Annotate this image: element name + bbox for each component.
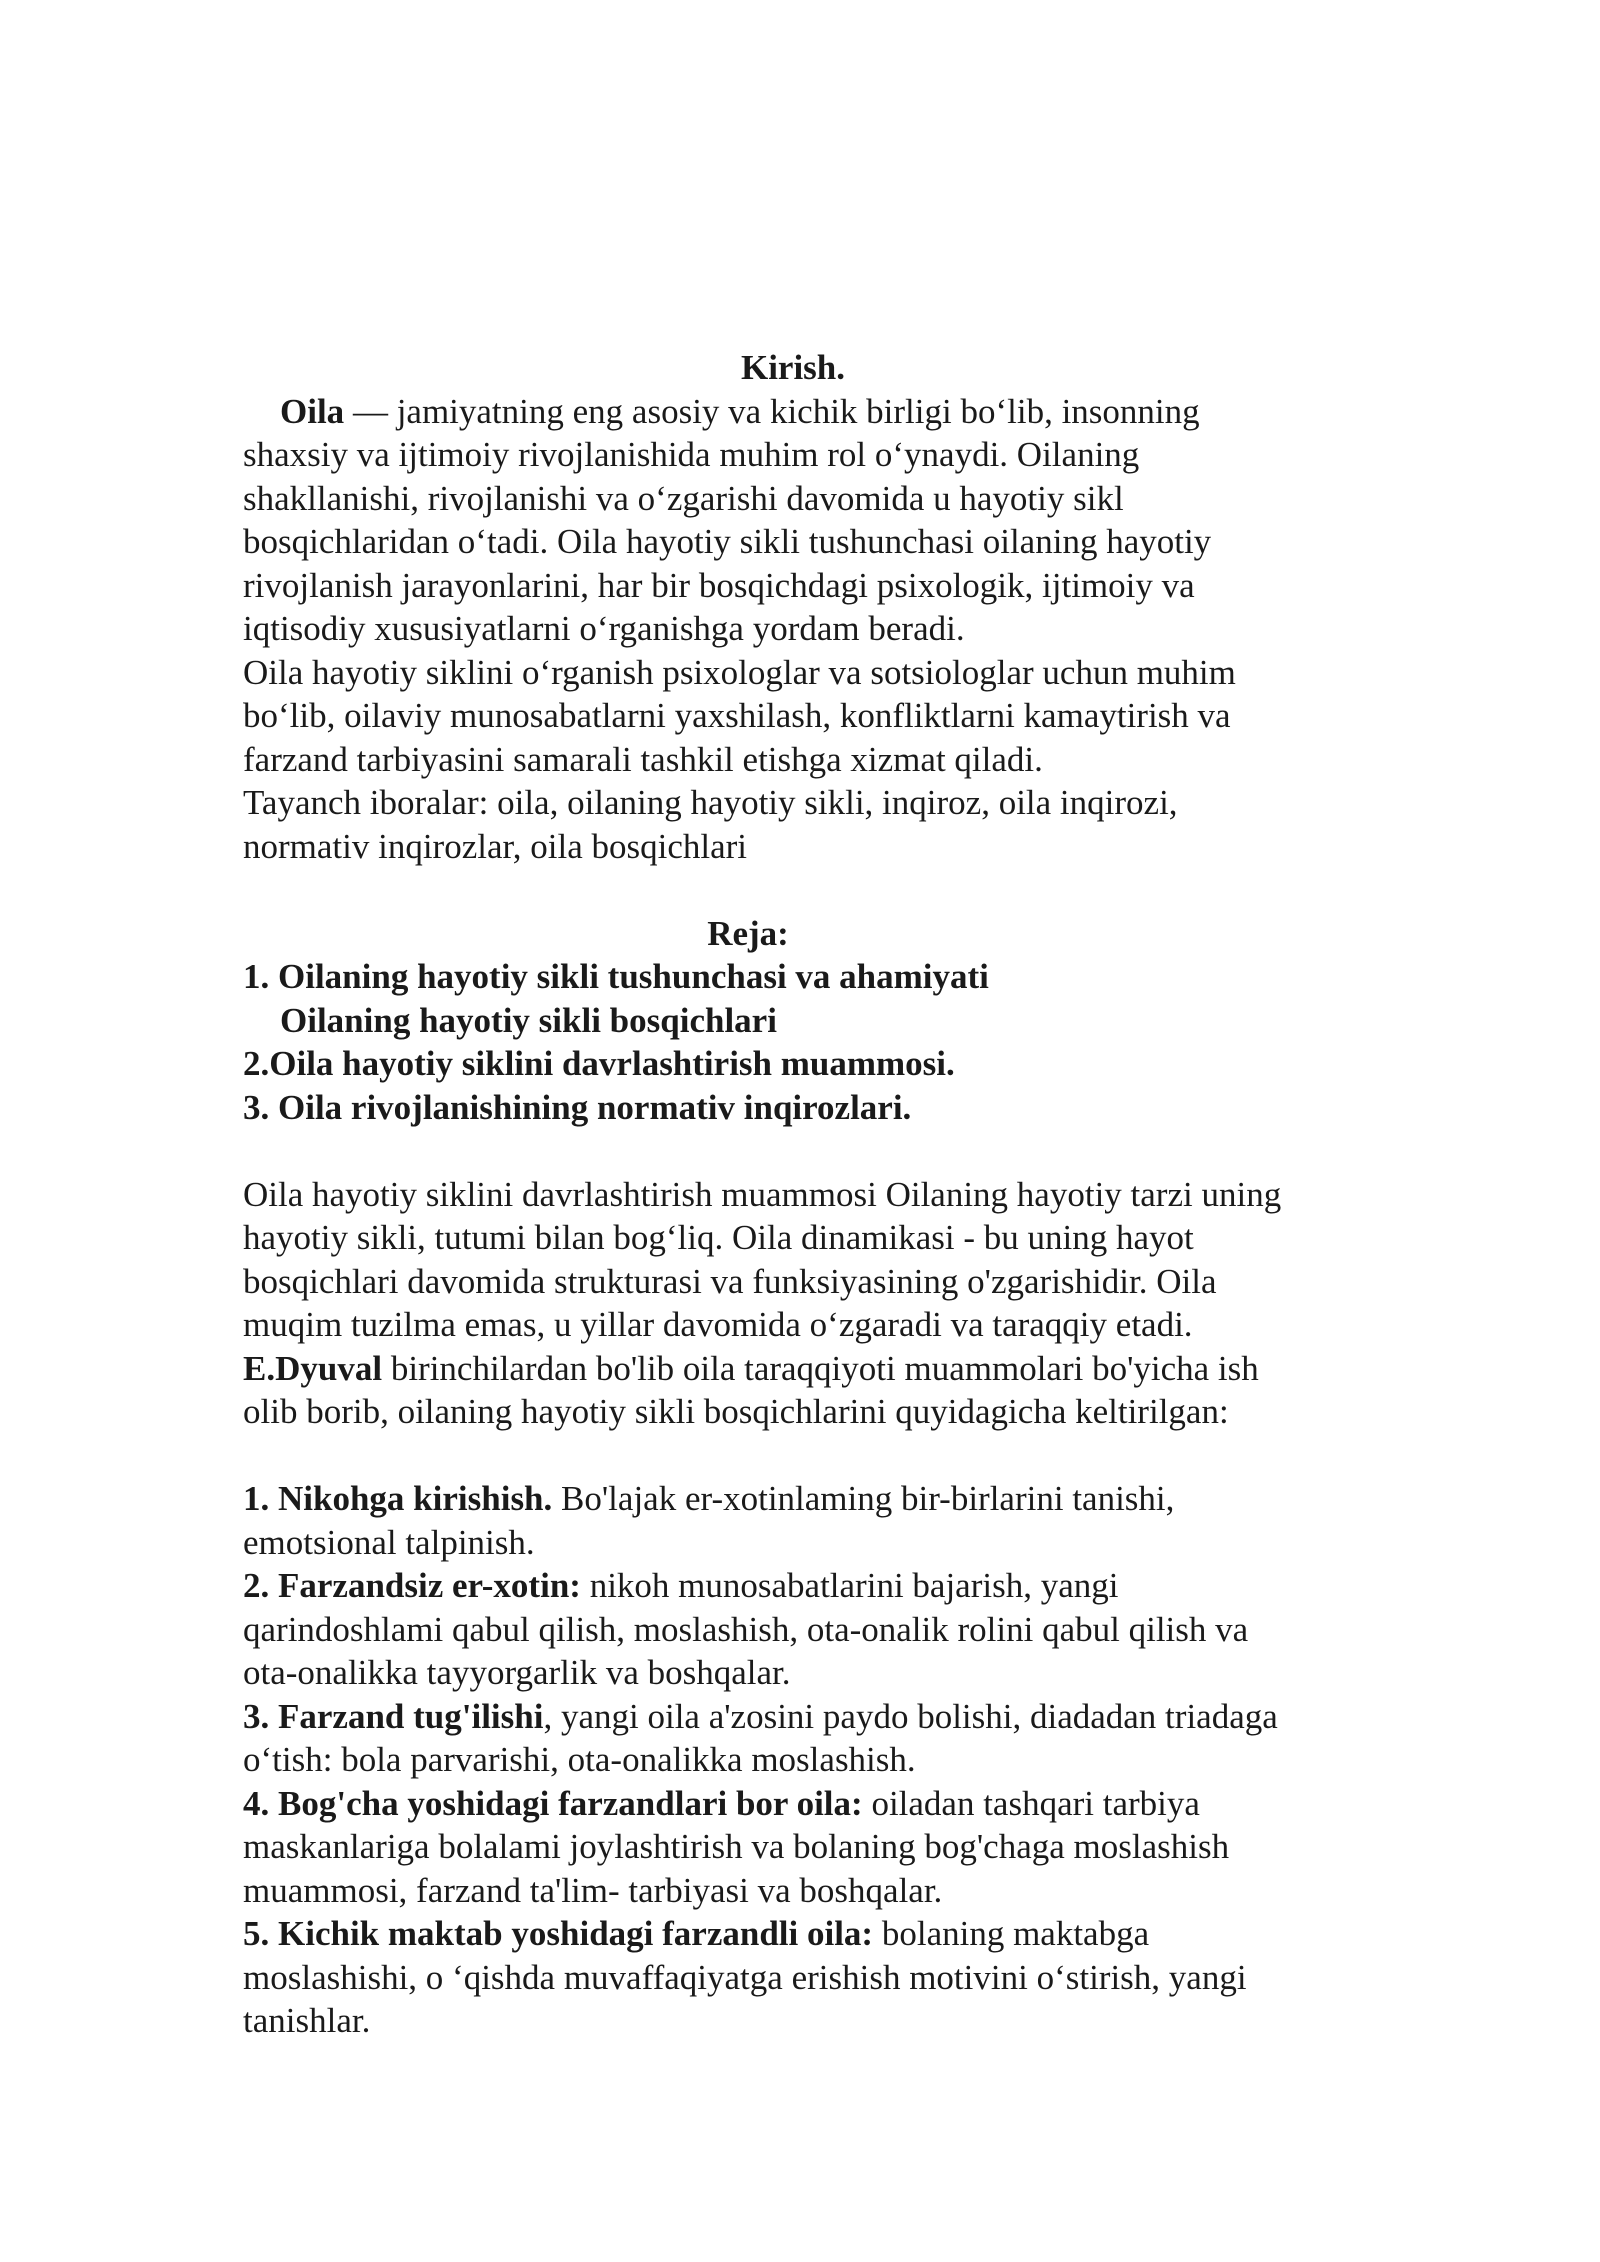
intro-paragraph2-line: bo‘lib, oilaviy munosabatlarni yaxshilash, konfliktlarni kamaytirish va: [243, 696, 1231, 735]
plan-item: 2.Oila hayotiy siklini davrlashtirish muammosi.: [243, 1044, 955, 1083]
intro-term: Oila: [280, 391, 345, 431]
spacer: [243, 868, 1383, 912]
stage-label: 4. Bog'cha yoshidagi farzandlari bor oila:: [243, 1783, 863, 1823]
stage-item: 1. Nikohga kirishish. Bo'lajak er-xotinlaming bir-birlarini tanishi,: [243, 1479, 1175, 1518]
stage-line: o‘tish: bola parvarishi, ota-onalikka moslashish.: [243, 1740, 916, 1779]
intro-paragraph-line: rivojlanish jarayonlarini, har bir bosqichdagi psixologik, ijtimoiy va: [243, 565, 1195, 605]
stage-line: tanishlar.: [243, 2001, 371, 2040]
stage-item: 2. Farzandsiz er-xotin: nikoh munosabatlarini bajarish, yangi: [243, 1566, 1119, 1605]
body-paragraph-line: bosqichlari davomida strukturasi va funksiyasining o'zgarishidir. Oila: [243, 1261, 1217, 1301]
keywords-line: normativ inqirozlar, oila bosqichlari: [243, 826, 748, 866]
intro-paragraph-line: shaxsiy va ijtimoiy rivojlanishida muhim rol o‘ynaydi. Oilaning: [243, 435, 1140, 474]
stage-line: emotsional talpinish.: [243, 1522, 535, 1562]
stage-label: 2. Farzandsiz er-xotin:: [243, 1566, 581, 1605]
plan-item: 1. Oilaning hayotiy sikli tushunchasi va ahamiyati: [243, 957, 989, 996]
body-paragraph-line: Oila hayotiy siklini davrlashtirish muammosi Oilaning hayotiy tarzi uning: [243, 1174, 1282, 1214]
stage-label: 5. Kichik maktab yoshidagi farzandli oila:: [243, 1914, 874, 1953]
stage-label: 1. Nikohga kirishish.: [243, 1479, 553, 1518]
intro-title: Kirish.: [740, 348, 846, 387]
body-paragraph-line: olib borib, oilaning hayotiy sikli bosqichlarini quyidagicha keltirilgan:: [243, 1392, 1229, 1431]
spacer: [243, 1434, 1383, 1478]
stage-item: 5. Kichik maktab yoshidagi farzandli oila: bolaning maktabga: [243, 1914, 1150, 1953]
plan-item: Oilaning hayotiy sikli bosqichlari: [280, 1000, 777, 1040]
intro-paragraph-line: Oila — jamiyatning eng asosiy va kichik birligi bo‘lib, insonning: [280, 391, 1200, 431]
intro-paragraph-line: iqtisodiy xususiyatlarni o‘rganishga yordam beradi.: [243, 609, 965, 648]
intro-paragraph-line: bosqichlaridan o‘tadi. Oila hayotiy sikli tushunchasi oilaning hayotiy: [243, 522, 1212, 561]
stage-line: muammosi, farzand ta'lim- tarbiyasi va boshqalar.: [243, 1870, 943, 1910]
stage-item: 4. Bog'cha yoshidagi farzandlari bor oila: oiladan tashqari tarbiya: [243, 1783, 1200, 1823]
intro-paragraph2-line: farzand tarbiyasini samarali tashkil etishga xizmat qiladi.: [243, 739, 1043, 779]
intro-paragraph-line: shakllanishi, rivojlanishi va o‘zgarishi davomida u hayotiy sikl: [243, 478, 1124, 518]
stage-line: ota-onalikka tayyorgarlik va boshqalar.: [243, 1653, 791, 1692]
spacer: [243, 1129, 1383, 1173]
document-page: [243, 346, 1383, 2043]
stage-line: moslashishi, o ‘qishda muvaffaqiyatga erishish motivini o‘stirish, yangi: [243, 1957, 1247, 1997]
stage-item: 3. Farzand tug'ilishi, yangi oila a'zosini paydo bolishi, diadadan triadaga: [243, 1696, 1278, 1736]
stage-line: qarindoshlami qabul qilish, moslashish, ota-onalik rolini qabul qilish va: [243, 1609, 1249, 1649]
body-paragraph-line: muqim tuzilma emas, u yillar davomida o‘zgaradi va taraqqiy etadi.: [243, 1305, 1193, 1344]
body-paragraph-line: hayotiy sikli, tutumi bilan bog‘liq. Oila dinamikasi - bu uning hayot: [243, 1218, 1194, 1257]
author-name: E.Dyuval: [243, 1348, 383, 1388]
keywords-line: Tayanch iboralar: oila, oilaning hayotiy sikli, inqiroz, oila inqirozi,: [243, 783, 1178, 822]
intro-paragraph2-line: Oila hayotiy siklini o‘rganish psixologlar va sotsiologlar uchun muhim: [243, 652, 1236, 692]
stage-label: 3. Farzand tug'ilishi: [243, 1696, 544, 1736]
body-paragraph-line: E.Dyuval birinchilardan bo'lib oila taraqqiyoti muammolari bo'yicha ish: [243, 1348, 1259, 1388]
plan-item: 3. Oila rivojlanishining normativ inqirozlari.: [243, 1087, 912, 1127]
stage-line: maskanlariga bolalami joylashtirish va bolaning bog'chaga moslashish: [243, 1827, 1230, 1866]
plan-title: Reja:: [707, 913, 789, 953]
